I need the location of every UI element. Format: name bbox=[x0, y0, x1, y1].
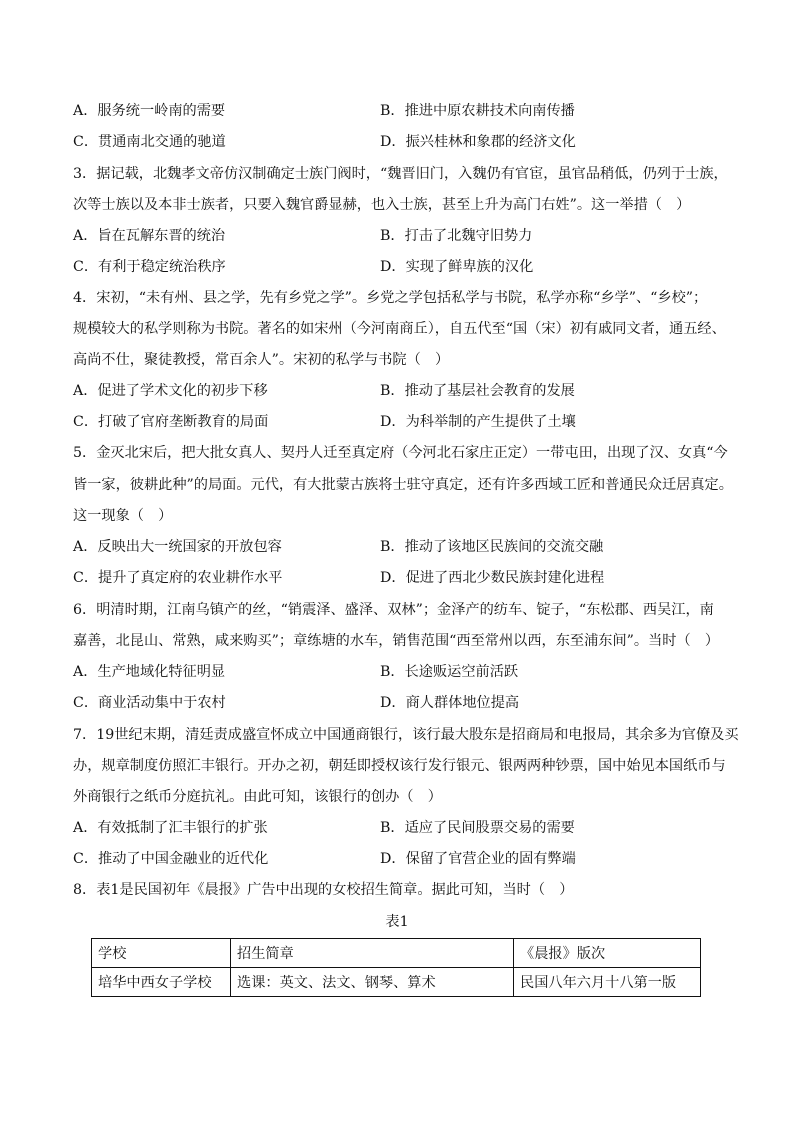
q5-option-b: B．推动了该地区民族间的交流交融 bbox=[380, 539, 604, 555]
q5-option-d: D．促进了西北少数民族封建化进程 bbox=[380, 570, 605, 586]
q6-option-b: B．长途贩运空前活跃 bbox=[380, 664, 519, 680]
q5-option-a: A．反映出大一统国家的开放包容 bbox=[73, 539, 282, 555]
q6-option-c: C．商业活动集中于农村 bbox=[73, 695, 226, 711]
q6-option-a: A．生产地域化特征明显 bbox=[73, 664, 226, 680]
q5-option-c: C．提升了真定府的农业耕作水平 bbox=[73, 570, 283, 586]
table-header-cell: 《晨报》版次 bbox=[514, 939, 701, 968]
q2-option-b: B．推进中原农耕技术向南传播 bbox=[380, 103, 575, 119]
q5-stem-line-3: 这一现象（ ） bbox=[73, 508, 173, 524]
q7-stem-line-2: 办，规章制度仿照汇丰银行。开办之初，朝廷即授权该行发行银元、银两两种钞票，国中始见本国纸币与 bbox=[73, 758, 726, 774]
table-caption: 表1 bbox=[385, 914, 409, 930]
q3-option-a: A．旨在瓦解东晋的统治 bbox=[73, 228, 226, 244]
q4-stem-line-1: 4．宋初，“未有州、县之学，先有乡党之学”。乡党之学包括私学与书院，私学亦称“乡学”、“乡校”； bbox=[73, 290, 708, 306]
q6-stem-line-1: 6．明清时期，江南乌镇产的丝，“销震泽、盛泽、双林”；金泽产的纺车、锭子，“东松郡、西吴江，南 bbox=[73, 602, 714, 618]
q4-stem-line-3: 高尚不仕，聚徒教授，常百余人”。宋初的私学与书院（ ） bbox=[73, 352, 450, 368]
q2-option-c: C．贯通南北交通的驰道 bbox=[73, 134, 226, 150]
q7-stem-line-1: 7．19世纪末期，清廷责成盛宣怀成立中国通商银行，该行最大股东是招商局和电报局，其余多为官僚及买 bbox=[73, 727, 739, 743]
table-header-cell: 学校 bbox=[92, 939, 231, 968]
q7-option-b: B．适应了民间股票交易的需要 bbox=[380, 820, 575, 836]
q7-option-d: D．保留了官营企业的固有弊端 bbox=[380, 851, 576, 867]
q3-option-c: C．有利于稳定统治秩序 bbox=[73, 259, 226, 275]
enrollment-table bbox=[91, 938, 701, 997]
q6-stem-line-2: 嘉善，北昆山、常熟，咸来购买”；章练塘的水车，销售范围“西至常州以西，东至浦东间”。当时（ ） bbox=[73, 633, 720, 649]
q5-stem-line-1: 5．金灭北宋后，把大批女真人、契丹人迁至真定府（今河北石家庄正定）一带屯田，出现了汉、女真“今 bbox=[73, 445, 728, 461]
q2-option-d: D．振兴桂林和象郡的经济文化 bbox=[380, 134, 576, 150]
table-cell: 选课：英文、法文、钢琴、算术 bbox=[231, 968, 514, 997]
q4-option-a: A．促进了学术文化的初步下移 bbox=[73, 383, 268, 399]
table-cell: 培华中西女子学校 bbox=[92, 968, 231, 997]
q3-option-b: B．打击了北魏守旧势力 bbox=[380, 228, 533, 244]
q7-stem-line-3: 外商银行之纸币分庭抗礼。由此可知，该银行的创办（ ） bbox=[73, 789, 442, 805]
q8-stem: 8．表1是民国初年《晨报》广告中出现的女校招生简章。据此可知，当时（ ） bbox=[73, 882, 574, 898]
q3-option-d: D．实现了鲜卑族的汉化 bbox=[380, 259, 534, 275]
q6-option-d: D．商人群体地位提高 bbox=[380, 695, 520, 711]
q7-option-a: A．有效抵制了汇丰银行的扩张 bbox=[73, 820, 268, 836]
q2-option-a: A．服务统一岭南的需要 bbox=[73, 103, 226, 119]
table-cell: 民国八年六月十八第一版 bbox=[514, 968, 701, 997]
q3-stem-line-2: 次等士族以及本非士族者，只要入魏官爵显赫，也入士族，甚至上升为高门右姓”。这一举措（ ） bbox=[73, 197, 691, 213]
table-header-row bbox=[92, 939, 701, 968]
table-row bbox=[92, 968, 701, 997]
table-header-cell: 招生简章 bbox=[231, 939, 514, 968]
q4-option-d: D．为科举制的产生提供了土壤 bbox=[380, 414, 576, 430]
q4-option-c: C．打破了官府垄断教育的局面 bbox=[73, 414, 269, 430]
q4-stem-line-2: 规模较大的私学则称为书院。著名的如宋州（今河南商丘），自五代至“国（宋）初有戚同文者，通五经、 bbox=[73, 321, 726, 337]
q4-option-b: B．推动了基层社会教育的发展 bbox=[380, 383, 575, 399]
q3-stem-line-1: 3．据记载，北魏孝文帝仿汉制确定士族门阀时，“魏晋旧门，入魏仍有官宦，虽官品稍低，仍列于士族， bbox=[73, 166, 728, 182]
q5-stem-line-2: 皆一家，彼耕此种”的局面。元代，有大批蒙古族将士驻守真定，还有许多西域工匠和普通民众迁居真定。 bbox=[73, 477, 733, 493]
q7-option-c: C．推动了中国金融业的近代化 bbox=[73, 851, 269, 867]
